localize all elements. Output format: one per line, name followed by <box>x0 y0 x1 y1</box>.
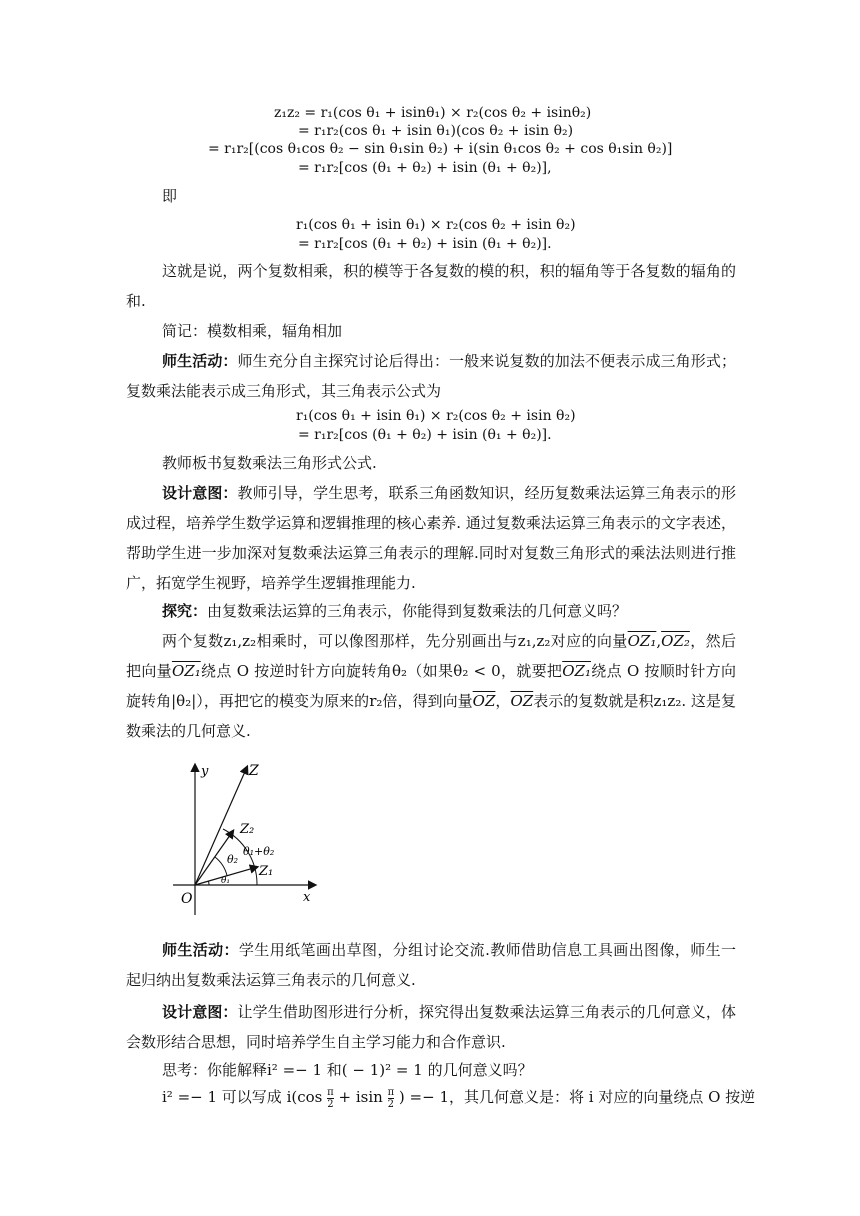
fraction-num: π <box>387 1086 395 1098</box>
geo-text: ， <box>495 692 511 710</box>
design-body: 教师引导，学生思考，联系三角函数知识，经历复数乘法运算三角表示的形成过程，培养学生数学运算和逻辑推理的核心素养. 通过复数乘法运算三角表示的文字表述，帮助学生进一步加深对复数乘法运算三角表示的理解.同时对复数三角形式的乘法法则进行推广，拓宽学生视野，培养学生逻辑推理能力. <box>126 484 736 592</box>
theta2-label: θ₂ <box>227 853 239 866</box>
vector-oz1: OZ₁ <box>171 662 201 680</box>
paragraph-design-1 <box>126 478 736 598</box>
activity-body: 师生充分自主探究讨论后得出：一般来说复数的加法不便表示成三角形式；复数乘法能表示成三角形式，其三角表示公式为 <box>126 352 736 400</box>
fraction-pi-over-2 <box>327 1087 334 1110</box>
fraction-den: 2 <box>327 1098 334 1110</box>
paragraph-think: 思考：你能解释i² =− 1 和( − 1)² = 1 的几何意义吗？ <box>162 1061 533 1079</box>
geo-text: , <box>656 632 662 650</box>
last-text: + isin <box>338 1088 383 1106</box>
activity-label: 师生活动： <box>162 941 239 959</box>
z-label: Z <box>249 763 259 779</box>
explore-body: 由复数乘法运算的三角表示，你能得到复数乘法的几何意义吗？ <box>207 602 628 620</box>
vector-oz2: OZ₂ <box>661 632 690 650</box>
x-label: x <box>303 890 311 905</box>
equation-line: r₁(cos θ₁ + isin θ₁) × r₂(cos θ₂ + isin θ₂) <box>296 217 576 233</box>
vector-oz1: OZ₁ <box>562 662 591 680</box>
geo-text: 绕点 O 按逆时针方向旋转角θ₂（如果θ₂ < 0，就要把 <box>200 662 563 680</box>
fraction-pi-over-2 <box>388 1087 395 1110</box>
z2-label: Z₂ <box>240 822 255 837</box>
ji-text: 即 <box>162 187 178 205</box>
equation-line: = r₁r₂[(cos θ₁cos θ₂ − sin θ₁sin θ₂) + i(sin θ₁cos θ₂ + cos θ₁sin θ₂)] <box>208 141 673 157</box>
paragraph-explore <box>126 596 736 626</box>
equation-line: = r₁r₂(cos θ₁ + isin θ₁)(cos θ₂ + isin θ₂) <box>298 123 574 139</box>
vector-rotation-figure <box>165 755 325 920</box>
equation-line: z₁z₂ = r₁(cos θ₁ + isinθ₁) × r₂(cos θ₂ + isinθ₂) <box>274 105 592 121</box>
origin-label: O <box>181 891 193 907</box>
geo-text: 两个复数z₁,z₂相乘时，可以像图那样，先分别画出与z₁,z₂对应的向量 <box>162 632 628 650</box>
design-label: 设计意图： <box>162 484 238 502</box>
explore-label: 探究： <box>162 602 208 620</box>
theta2-arc <box>215 857 227 876</box>
design-label: 设计意图： <box>162 1003 238 1021</box>
design-body: 让学生借助图形进行分析，探究得出复数乘法运算三角表示的几何意义，体会数形结合思想，同时培养学生自主学习能力和合作意识. <box>126 1003 736 1051</box>
last-text: i² =− 1 可以写成 i(cos <box>162 1088 323 1106</box>
paragraph-activity-2 <box>126 935 736 995</box>
fraction-den: 2 <box>387 1098 395 1110</box>
paragraph-geometry <box>126 626 736 746</box>
equation-line: = r₁r₂[cos (θ₁ + θ₂) + isin (θ₁ + θ₂)]. <box>298 236 552 252</box>
z1-label: Z₁ <box>259 864 274 879</box>
theta-sum-label: θ₁+θ₂ <box>243 845 275 858</box>
y-label: y <box>201 764 209 779</box>
paragraph-design-2 <box>126 997 736 1057</box>
paragraph-board: 教师板书复数乘法三角形式公式. <box>162 454 377 472</box>
vector-oz1: OZ₁ <box>627 632 657 650</box>
theta1-arc <box>208 881 209 885</box>
activity-label: 师生活动： <box>162 352 238 370</box>
equation-line: = r₁r₂[cos (θ₁ + θ₂) + isin (θ₁ + θ₂)], <box>298 160 552 176</box>
paragraph-meaning: 这就是说，两个复数相乘，积的模等于各复数的模的积，积的辐角等于各复数的辐角的和. <box>126 262 736 310</box>
last-text: ) =− 1，其几何意义是：将 i 对应的向量绕点 O 按逆 <box>398 1088 756 1106</box>
paragraph-activity-1 <box>126 346 736 406</box>
geo-text: 表示的复数就是积z₁z₂. 这是复数乘法的几何意义. <box>126 692 736 740</box>
equation-line: = r₁r₂[cos (θ₁ + θ₂) + isin (θ₁ + θ₂)]. <box>298 427 552 443</box>
vector-oz: $\overline{OZ}$ <box>472 692 496 710</box>
fraction-num: π <box>327 1086 334 1098</box>
vector-oz: $\overline{OZ}$ <box>510 692 534 710</box>
paragraph-last <box>162 1086 755 1110</box>
geo-text: 绕点 O 按顺时针方向旋转角|θ₂|），再把它的模变为原来的r₂倍，得到向量 <box>126 662 736 710</box>
equation-line: r₁(cos θ₁ + isin θ₁) × r₂(cos θ₂ + isin θ₂) <box>296 408 576 424</box>
paragraph-memo: 简记：模数相乘，辐角相加 <box>162 322 343 340</box>
geo-text: ，然后把向量 <box>126 632 736 680</box>
theta1-label: θ₁ <box>221 876 231 886</box>
activity-body: 学生用纸笔画出草图，分组讨论交流.教师借助信息工具画出图像，师生一起归纳出复数乘法运算三角表示的几何意义. <box>126 941 736 989</box>
